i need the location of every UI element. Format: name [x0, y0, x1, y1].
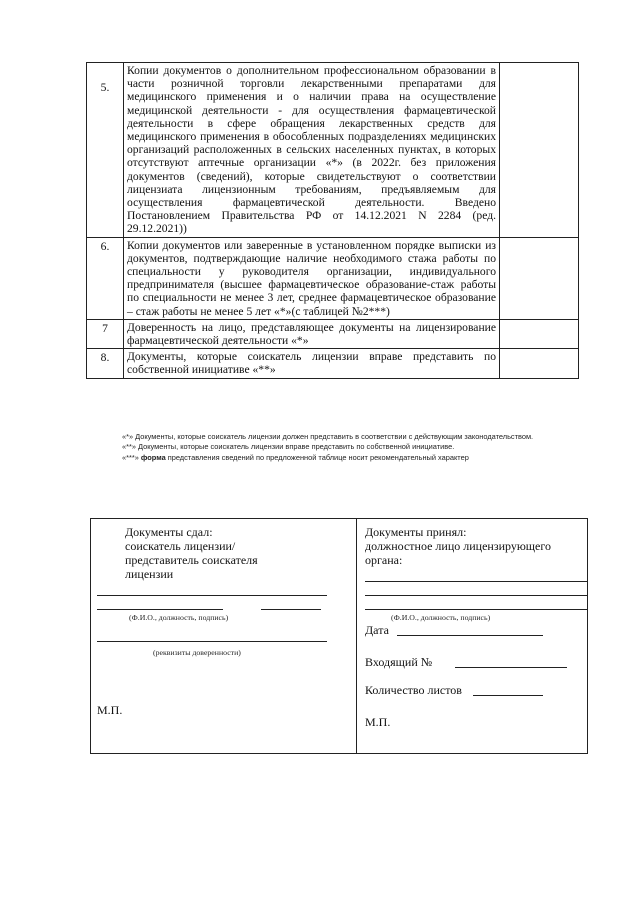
submitter-role-line3: лицензии: [125, 567, 174, 581]
footnote-3: [84, 453, 554, 463]
row-description: Копии документов или заверенные в установленном порядке выписки из документов, подтверждающие наличие необходимого стажа работы по специальности у руководителя организации, индивидуального предпринимателя (высшее фармацевтическое образование-стаж работы по специальности не менее 3 лет, среднее фармацевтическое образование – стаж работы не менее 5 лет «*»(с таблицей №2***): [124, 237, 500, 319]
row-description: Копии документов о дополнительном профессиональном образовании в части розничной торговли лекарственными препаратами для медицинского применения и о наличии права на осуществление медицинской деятельности - для осуществления фармацевтической деятельности в сфере обращения лекарственных средств для медицинского применения в обособленных подразделениях медицинских организаций расположенных в сельских населенных пунктах, в которых отсутствуют аптечные организации «*» (в 2022г. без приложения документов (сведений), которые свидетельствуют о соответствии лицензиата лицензионным требованиям, предъявляемым для осуществления фармацевтической деятельности. Введено Постановлением Правительства РФ от 14.12.2021 N 2284 (ред. 29.12.2021)): [124, 63, 500, 238]
row-number: 7: [87, 319, 124, 348]
receiver-signature-line-2[interactable]: [365, 595, 587, 596]
date-label: Дата: [365, 623, 389, 637]
submitter-signature-line-1[interactable]: [97, 595, 327, 596]
submitter-proxy-line[interactable]: [97, 641, 327, 642]
receiver-fio-caption: (Ф.И.О., должность, подпись): [391, 613, 491, 622]
submitter-fio-caption: (Ф.И.О., должность, подпись): [129, 613, 229, 622]
submitter-role-line1: соискатель лицензии/: [125, 539, 236, 553]
sheets-count-field[interactable]: [473, 695, 543, 696]
incoming-number-field[interactable]: [455, 667, 567, 668]
receiver-signature-line-1[interactable]: [365, 581, 587, 582]
footnote-3-prefix: «***»: [122, 452, 141, 462]
row-number: 8.: [87, 349, 124, 378]
sheets-count-label: Количество листов: [365, 683, 462, 697]
table-row: [87, 63, 579, 238]
receiver-role-line1: должностное лицо лицензирующего: [365, 539, 551, 553]
submitter-signature-line-2a[interactable]: [97, 609, 223, 610]
incoming-number-label: Входящий №: [365, 655, 433, 669]
row-mark-cell: [500, 237, 579, 319]
footnote-2: «**» Документы, которые соискатель лицензии вправе представить по собственной инициативе.: [122, 442, 455, 452]
row-number: 6.: [87, 237, 124, 319]
submitter-signature-line-2b[interactable]: [261, 609, 321, 610]
submitter-heading-block: [125, 525, 258, 581]
table-row: [87, 319, 579, 348]
footnote-1: «*» Документы, которые соискатель лицензии должен представить в соответствии с действующим законодательством.: [122, 432, 534, 441]
footnote-3-rest: представления сведений по предложенной таблице носит рекомендательный характер: [165, 452, 469, 462]
receiver-section: [357, 519, 589, 753]
receiver-signature-line-3[interactable]: [365, 609, 587, 610]
submitter-section: [91, 519, 356, 753]
row-description: Доверенность на лицо, представляющее документы на лицензирование фармацевтической деятельности «*»: [124, 319, 500, 348]
receiver-role-line2: органа:: [365, 553, 403, 567]
footnote-3-bold: форма: [140, 452, 166, 462]
date-field[interactable]: [397, 635, 543, 636]
receiver-heading: Документы принял:: [365, 525, 467, 539]
table-row: [87, 349, 579, 378]
footnotes: [84, 432, 554, 463]
submitter-stamp-label: М.П.: [97, 703, 123, 717]
row-mark-cell: [500, 63, 579, 238]
row-mark-cell: [500, 319, 579, 348]
documents-table: [86, 62, 579, 379]
table-row: [87, 237, 579, 319]
row-description: Документы, которые соискатель лицензии вправе представить по собственной инициативе «**»: [124, 349, 500, 378]
row-number: 5.: [87, 63, 124, 238]
receiver-stamp-label: М.П.: [365, 715, 391, 729]
signature-box: [90, 518, 588, 754]
submitter-heading: Документы сдал:: [125, 525, 213, 539]
submitter-role-line2: представитель соискателя: [125, 553, 258, 567]
receiver-heading-block: [365, 525, 551, 567]
row-mark-cell: [500, 349, 579, 378]
submitter-proxy-caption: (реквизиты доверенности): [153, 648, 241, 657]
